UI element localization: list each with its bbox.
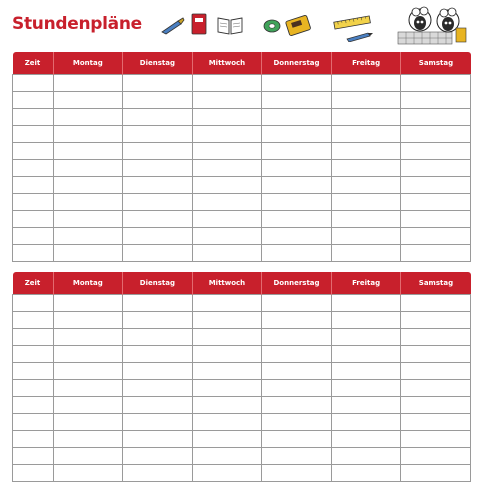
lesson-cell[interactable]	[262, 448, 332, 465]
lesson-cell[interactable]	[401, 92, 471, 109]
lesson-cell[interactable]	[53, 228, 123, 245]
lesson-cell[interactable]	[262, 109, 332, 126]
lesson-cell[interactable]	[53, 211, 123, 228]
lesson-cell[interactable]	[123, 312, 193, 329]
lesson-cell[interactable]	[123, 143, 193, 160]
table-row	[13, 397, 471, 414]
table-row	[13, 465, 471, 482]
lesson-cell[interactable]	[192, 75, 262, 92]
decoration-strip	[160, 6, 476, 46]
lesson-cell[interactable]	[262, 295, 332, 312]
lesson-cell[interactable]	[331, 211, 401, 228]
lesson-cell[interactable]	[401, 160, 471, 177]
lesson-cell[interactable]	[262, 92, 332, 109]
lesson-cell[interactable]	[53, 75, 123, 92]
lesson-cell[interactable]	[192, 363, 262, 380]
lesson-cell[interactable]	[331, 329, 401, 346]
lesson-cell[interactable]	[123, 126, 193, 143]
lesson-cell[interactable]	[262, 194, 332, 211]
lesson-cell[interactable]	[192, 160, 262, 177]
lesson-cell[interactable]	[123, 329, 193, 346]
lesson-cell[interactable]	[331, 448, 401, 465]
lesson-cell[interactable]	[123, 363, 193, 380]
col-header-dienstag: Dienstag	[123, 52, 193, 75]
lesson-cell[interactable]	[192, 346, 262, 363]
lesson-cell[interactable]	[401, 228, 471, 245]
lesson-cell[interactable]	[262, 160, 332, 177]
col-header-samstag: Samstag	[401, 272, 471, 295]
lesson-cell[interactable]	[401, 363, 471, 380]
lesson-cell[interactable]	[123, 245, 193, 262]
time-cell[interactable]	[13, 329, 54, 346]
lesson-cell[interactable]	[53, 346, 123, 363]
lesson-cell[interactable]	[53, 92, 123, 109]
time-cell[interactable]	[13, 465, 54, 482]
col-header-samstag: Samstag	[401, 52, 471, 75]
lesson-cell[interactable]	[331, 109, 401, 126]
pencil-icon	[344, 30, 374, 42]
lesson-cell[interactable]	[123, 228, 193, 245]
time-cell[interactable]	[13, 295, 54, 312]
lesson-cell[interactable]	[192, 397, 262, 414]
tape-roll-icon	[262, 18, 282, 34]
lesson-cell[interactable]	[192, 109, 262, 126]
lesson-cell[interactable]	[262, 177, 332, 194]
time-cell[interactable]	[13, 414, 54, 431]
lesson-cell[interactable]	[401, 312, 471, 329]
lesson-cell[interactable]	[401, 177, 471, 194]
lesson-cell[interactable]	[262, 414, 332, 431]
time-cell[interactable]	[13, 397, 54, 414]
col-header-zeit: Zeit	[13, 52, 54, 75]
lesson-cell[interactable]	[331, 397, 401, 414]
lesson-cell[interactable]	[123, 177, 193, 194]
lesson-cell[interactable]	[331, 228, 401, 245]
table-row	[13, 160, 471, 177]
lesson-cell[interactable]	[401, 397, 471, 414]
lesson-cell[interactable]	[331, 126, 401, 143]
lesson-cell[interactable]	[53, 448, 123, 465]
col-header-donnerstag: Donnerstag	[262, 272, 332, 295]
lesson-cell[interactable]	[262, 465, 332, 482]
lesson-cell[interactable]	[192, 92, 262, 109]
lesson-cell[interactable]	[192, 414, 262, 431]
lesson-cell[interactable]	[401, 431, 471, 448]
time-cell[interactable]	[13, 245, 54, 262]
lesson-cell[interactable]	[53, 329, 123, 346]
time-cell[interactable]	[13, 92, 54, 109]
table-body	[13, 295, 471, 482]
pen-icon	[160, 16, 186, 36]
col-header-mittwoch: Mittwoch	[192, 272, 262, 295]
lesson-cell[interactable]	[123, 380, 193, 397]
lesson-cell[interactable]	[123, 414, 193, 431]
lesson-cell[interactable]	[192, 177, 262, 194]
col-header-mittwoch: Mittwoch	[192, 52, 262, 75]
lesson-cell[interactable]	[192, 465, 262, 482]
table-row	[13, 75, 471, 92]
col-header-dienstag: Dienstag	[123, 272, 193, 295]
notebook-icon	[190, 12, 208, 36]
lesson-cell[interactable]	[53, 295, 123, 312]
time-cell[interactable]	[13, 363, 54, 380]
lesson-cell[interactable]	[262, 211, 332, 228]
table-row	[13, 380, 471, 397]
lesson-cell[interactable]	[192, 329, 262, 346]
table-row	[13, 211, 471, 228]
lesson-cell[interactable]	[331, 143, 401, 160]
lesson-cell[interactable]	[331, 380, 401, 397]
lesson-cell[interactable]	[401, 211, 471, 228]
open-book-icon	[216, 14, 244, 36]
lesson-cell[interactable]	[123, 448, 193, 465]
lesson-cell[interactable]	[123, 194, 193, 211]
time-cell[interactable]	[13, 380, 54, 397]
lesson-cell[interactable]	[53, 109, 123, 126]
lesson-cell[interactable]	[262, 75, 332, 92]
lesson-cell[interactable]	[192, 194, 262, 211]
lesson-cell[interactable]	[192, 431, 262, 448]
time-cell[interactable]	[13, 346, 54, 363]
lesson-cell[interactable]	[262, 431, 332, 448]
lesson-cell[interactable]	[53, 177, 123, 194]
col-header-zeit: Zeit	[13, 272, 54, 295]
table-row	[13, 329, 471, 346]
lesson-cell[interactable]	[192, 228, 262, 245]
lesson-cell[interactable]	[262, 312, 332, 329]
lesson-cell[interactable]	[401, 109, 471, 126]
lesson-cell[interactable]	[192, 380, 262, 397]
lesson-cell[interactable]	[123, 295, 193, 312]
lesson-cell[interactable]	[192, 295, 262, 312]
ruler-icon	[332, 14, 372, 30]
lesson-cell[interactable]	[401, 448, 471, 465]
lesson-cell[interactable]	[331, 414, 401, 431]
time-cell[interactable]	[13, 211, 54, 228]
lesson-cell[interactable]	[262, 329, 332, 346]
lesson-cell[interactable]	[123, 397, 193, 414]
lesson-cell[interactable]	[192, 211, 262, 228]
table-row	[13, 312, 471, 329]
table-row	[13, 346, 471, 363]
table-body	[13, 75, 471, 262]
table-row	[13, 295, 471, 312]
table-row	[13, 228, 471, 245]
lesson-cell[interactable]	[401, 295, 471, 312]
lesson-cell[interactable]	[331, 245, 401, 262]
lesson-cell[interactable]	[401, 329, 471, 346]
table-row	[13, 92, 471, 109]
lesson-cell[interactable]	[53, 245, 123, 262]
time-cell[interactable]	[13, 194, 54, 211]
lesson-cell[interactable]	[123, 346, 193, 363]
lesson-cell[interactable]	[331, 431, 401, 448]
lesson-cell[interactable]	[331, 346, 401, 363]
lesson-cell[interactable]	[53, 160, 123, 177]
lesson-cell[interactable]	[53, 465, 123, 482]
lesson-cell[interactable]	[331, 194, 401, 211]
table-row	[13, 431, 471, 448]
table-row	[13, 194, 471, 211]
lesson-cell[interactable]	[331, 295, 401, 312]
time-cell[interactable]	[13, 312, 54, 329]
col-header-freitag: Freitag	[331, 272, 401, 295]
lesson-cell[interactable]	[331, 465, 401, 482]
lesson-cell[interactable]	[53, 143, 123, 160]
header-row	[13, 52, 471, 75]
col-header-montag: Montag	[53, 52, 123, 75]
time-cell[interactable]	[13, 143, 54, 160]
lesson-cell[interactable]	[53, 397, 123, 414]
lesson-cell[interactable]	[262, 245, 332, 262]
table-row	[13, 363, 471, 380]
lesson-cell[interactable]	[53, 414, 123, 431]
time-cell[interactable]	[13, 177, 54, 194]
lesson-cell[interactable]	[53, 380, 123, 397]
lesson-cell[interactable]	[401, 194, 471, 211]
lesson-cell[interactable]	[331, 363, 401, 380]
lesson-cell[interactable]	[401, 380, 471, 397]
lesson-cell[interactable]	[53, 363, 123, 380]
pencil-case-icon	[284, 10, 312, 38]
lesson-cell[interactable]	[262, 143, 332, 160]
lesson-cell[interactable]	[192, 245, 262, 262]
lesson-cell[interactable]	[53, 126, 123, 143]
time-cell[interactable]	[13, 431, 54, 448]
lesson-cell[interactable]	[262, 363, 332, 380]
table-row	[13, 448, 471, 465]
lesson-cell[interactable]	[192, 143, 262, 160]
lesson-cell[interactable]	[401, 414, 471, 431]
table-row	[13, 109, 471, 126]
lesson-cell[interactable]	[123, 75, 193, 92]
col-header-freitag: Freitag	[331, 52, 401, 75]
lesson-cell[interactable]	[123, 92, 193, 109]
lesson-cell[interactable]	[331, 177, 401, 194]
lesson-cell[interactable]	[401, 245, 471, 262]
lesson-cell[interactable]	[401, 143, 471, 160]
lesson-cell[interactable]	[331, 92, 401, 109]
table-row	[13, 245, 471, 262]
timetable-2	[12, 272, 471, 482]
lesson-cell[interactable]	[192, 312, 262, 329]
lesson-cell[interactable]	[331, 75, 401, 92]
page-title: Stundenpläne	[12, 14, 142, 34]
lesson-cell[interactable]	[262, 380, 332, 397]
sheep-mascot-icon	[390, 6, 474, 46]
lesson-cell[interactable]	[123, 160, 193, 177]
lesson-cell[interactable]	[192, 126, 262, 143]
header-row	[13, 272, 471, 295]
lesson-cell[interactable]	[53, 194, 123, 211]
lesson-cell[interactable]	[123, 109, 193, 126]
time-cell[interactable]	[13, 228, 54, 245]
table-row	[13, 143, 471, 160]
time-cell[interactable]	[13, 75, 54, 92]
lesson-cell[interactable]	[262, 346, 332, 363]
timetable-1	[12, 52, 471, 262]
lesson-cell[interactable]	[262, 126, 332, 143]
lesson-cell[interactable]	[123, 431, 193, 448]
lesson-cell[interactable]	[331, 160, 401, 177]
table-row	[13, 126, 471, 143]
lesson-cell[interactable]	[123, 211, 193, 228]
lesson-cell[interactable]	[401, 465, 471, 482]
col-header-donnerstag: Donnerstag	[262, 52, 332, 75]
lesson-cell[interactable]	[262, 228, 332, 245]
time-cell[interactable]	[13, 448, 54, 465]
lesson-cell[interactable]	[123, 465, 193, 482]
table-row	[13, 177, 471, 194]
lesson-cell[interactable]	[262, 397, 332, 414]
lesson-cell[interactable]	[331, 312, 401, 329]
lesson-cell[interactable]	[192, 448, 262, 465]
lesson-cell[interactable]	[53, 431, 123, 448]
time-cell[interactable]	[13, 126, 54, 143]
lesson-cell[interactable]	[53, 312, 123, 329]
table-row	[13, 414, 471, 431]
time-cell[interactable]	[13, 109, 54, 126]
time-cell[interactable]	[13, 160, 54, 177]
col-header-montag: Montag	[53, 272, 123, 295]
lesson-cell[interactable]	[401, 126, 471, 143]
lesson-cell[interactable]	[401, 346, 471, 363]
lesson-cell[interactable]	[401, 75, 471, 92]
